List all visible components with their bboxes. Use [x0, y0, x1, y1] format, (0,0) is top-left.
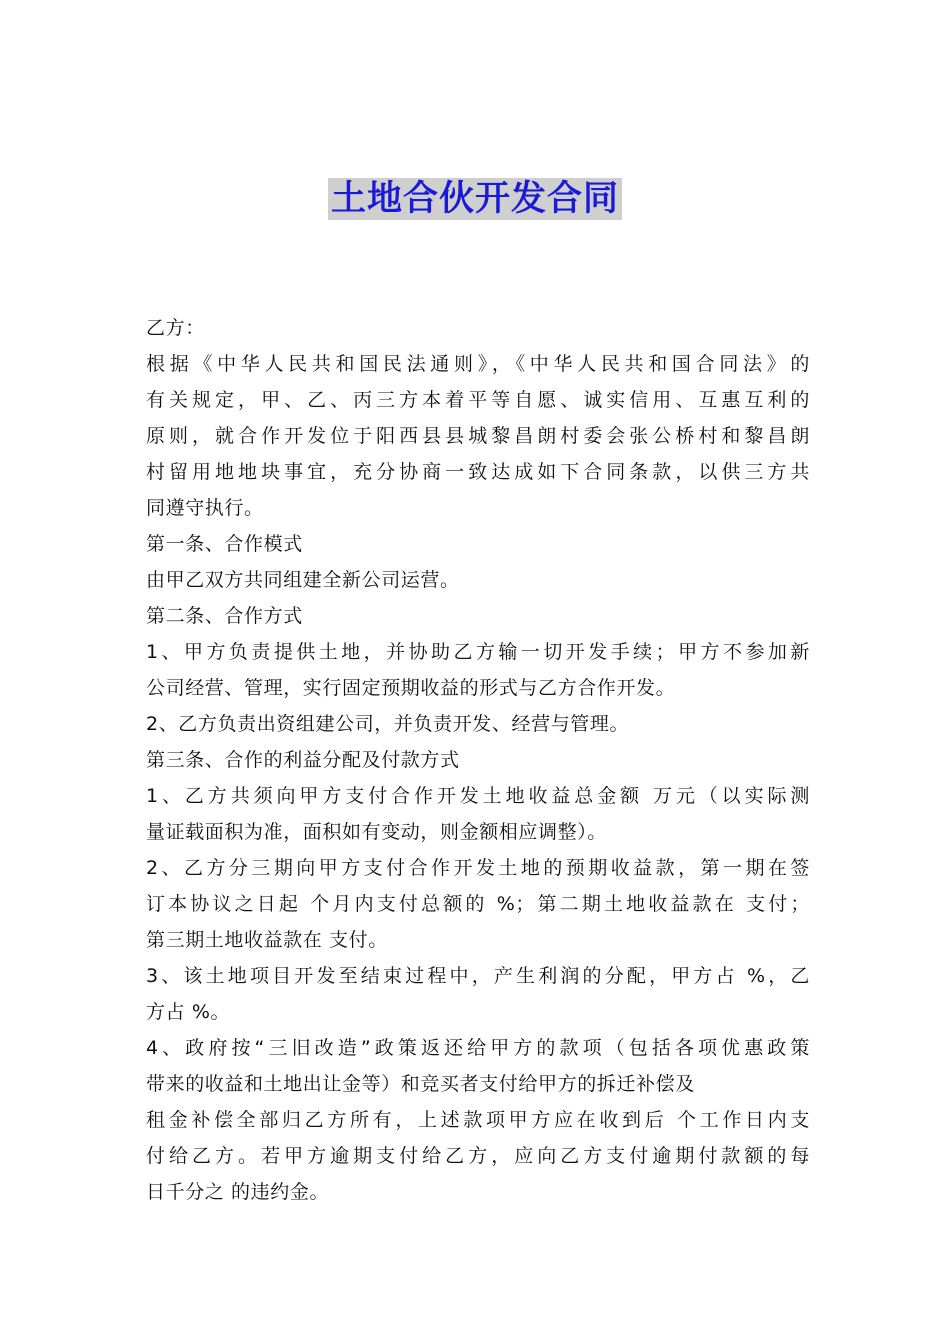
body-line: 付给乙方。若甲方逾期支付给乙方，应向乙方支付逾期付款额的每: [146, 1145, 810, 1167]
document-body: [146, 310, 810, 1210]
body-line: 乙方：: [146, 317, 205, 339]
body-line: 3、该土地项目开发至结束过程中，产生利润的分配，甲方占 %，乙: [146, 965, 810, 987]
body-line: 根据《中华人民共和国民法通则》，《中华人民共和国合同法》的: [146, 353, 810, 375]
body-line: 有关规定，甲、乙、丙三方本着平等自愿、诚实信用、互惠互利的: [146, 389, 810, 411]
body-line: 第一条、合作模式: [146, 533, 303, 555]
body-line: 村留用地地块事宜，充分协商一致达成如下合同条款，以供三方共: [146, 461, 810, 483]
body-line: 订本协议之日起 个月内支付总额的 %；第二期土地收益款在 支付；: [146, 893, 810, 915]
body-line: 1、乙方共须向甲方支付合作开发土地收益总金额 万元（以实际测: [146, 785, 810, 807]
body-line: 2、乙方负责出资组建公司，并负责开发、经营与管理。: [146, 713, 630, 735]
body-line: 日千分之 的违约金。: [146, 1181, 330, 1203]
body-line: 第二条、合作方式: [146, 605, 303, 627]
body-line: 4、政府按“三旧改造”政策返还给甲方的款项（包括各项优惠政策: [146, 1037, 810, 1059]
body-line: 带来的收益和土地出让金等）和竞买者支付给甲方的拆迁补偿及: [146, 1073, 695, 1095]
title-container: [0, 178, 950, 220]
body-line: 公司经营、管理，实行固定预期收益的形式与乙方合作开发。: [146, 677, 676, 699]
body-line: 第三期土地收益款在 支付。: [146, 929, 388, 951]
body-line: 1、甲方负责提供土地，并协助乙方输一切开发手续；甲方不参加新: [146, 641, 810, 663]
document-title: 土地合伙开发合同: [328, 178, 622, 220]
body-line: 第三条、合作的利益分配及付款方式: [146, 749, 460, 771]
body-line: 由甲乙双方共同组建全新公司运营。: [146, 569, 460, 591]
body-line: 原则，就合作开发位于阳西县县城黎昌朗村委会张公桥村和黎昌朗: [146, 425, 810, 447]
body-line: 方占 %。: [146, 1001, 231, 1023]
body-line: 租金补偿全部归乙方所有，上述款项甲方应在收到后 个工作日内支: [146, 1109, 810, 1131]
body-line: 量证载面积为准，面积如有变动，则金额相应调整）。: [146, 821, 607, 843]
body-line: 同遵守执行。: [146, 497, 264, 519]
body-line: 2、乙方分三期向甲方支付合作开发土地的预期收益款，第一期在签: [146, 857, 810, 879]
